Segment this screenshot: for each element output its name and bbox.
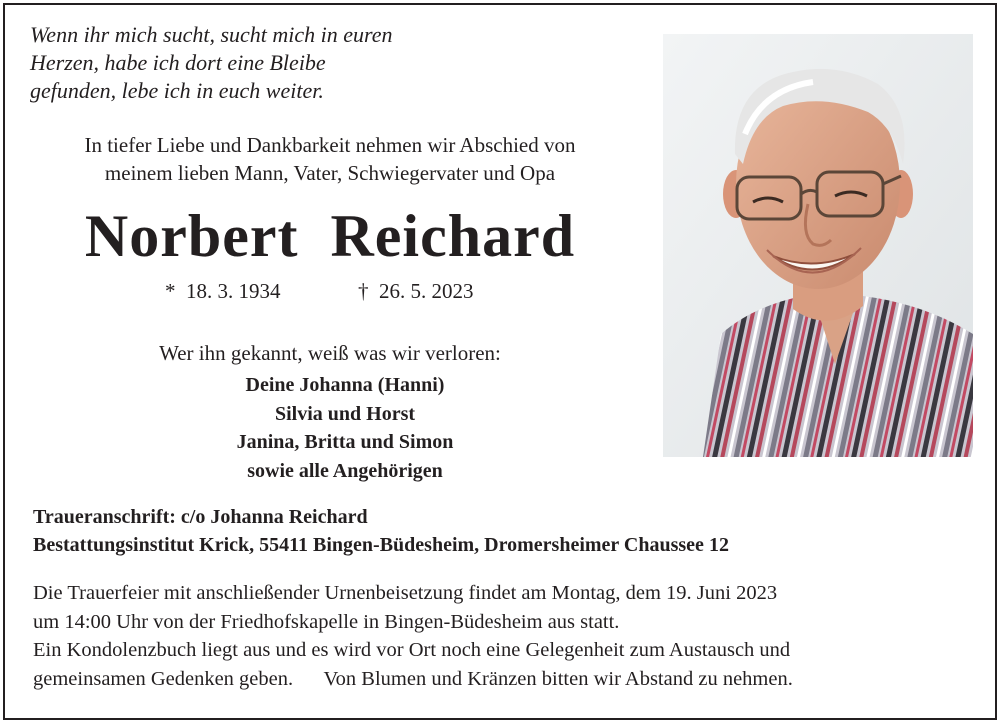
motto-line: Wenn ihr mich sucht, sucht mich in euren [30, 22, 393, 47]
intro-line: In tiefer Liebe und Dankbarkeit nehmen wir Abschied von [84, 133, 576, 157]
ceremony-line: Die Trauerfeier mit anschließender Urnenbeisetzung findet am Montag, dem 19. Juni 2023 [33, 582, 778, 604]
deceased-name: Norbert Reichard [84, 203, 576, 269]
intro-text [15, 131, 645, 187]
intro-line: meinem lieben Mann, Vater, Schwiegervater und Opa [104, 161, 556, 185]
address-line: Bestattungsinstitut Krick, 55411 Bingen-Büdesheim, Dromersheimer Chaussee 12 [33, 534, 729, 556]
motto-verse [30, 21, 470, 105]
mourner-line: sowie alle Angehörigen [247, 459, 443, 482]
life-dates [165, 277, 515, 307]
motto-line: Herzen, habe ich dort eine Bleibe [30, 50, 326, 75]
remembrance-quote: Wer ihn gekannt, weiß was wir verloren: [159, 341, 501, 365]
ceremony-line: Ein Kondolenzbuch liegt aus und es wird vor Ort noch eine Gelegenheit zum Austausch und [33, 639, 791, 662]
address-line: Traueranschrift: c/o Johanna Reichard [33, 506, 368, 528]
mourner-line: Janina, Britta und Simon [236, 431, 454, 453]
ceremony-info [33, 579, 988, 693]
mourner-line: Deine Johanna (Hanni) [245, 374, 445, 396]
ceremony-line: um 14:00 Uhr von der Friedhofskapelle in Bingen-Büdesheim aus statt. [33, 610, 620, 633]
death-date: † 26. 5. 2023 [358, 279, 474, 303]
portrait-photo [663, 34, 973, 457]
ceremony-line: gemeinsamen Gedenken geben. Von Blumen und Kränzen bitten wir Abstand zu nehmen. [33, 667, 793, 690]
motto-line: gefunden, lebe ich in euch weiter. [30, 78, 324, 103]
obituary-notice [3, 3, 997, 720]
birth-date: * 18. 3. 1934 [165, 279, 281, 303]
mourners-list [15, 371, 675, 485]
mourning-address [33, 503, 973, 559]
mourner-line: Silvia und Horst [274, 402, 416, 425]
